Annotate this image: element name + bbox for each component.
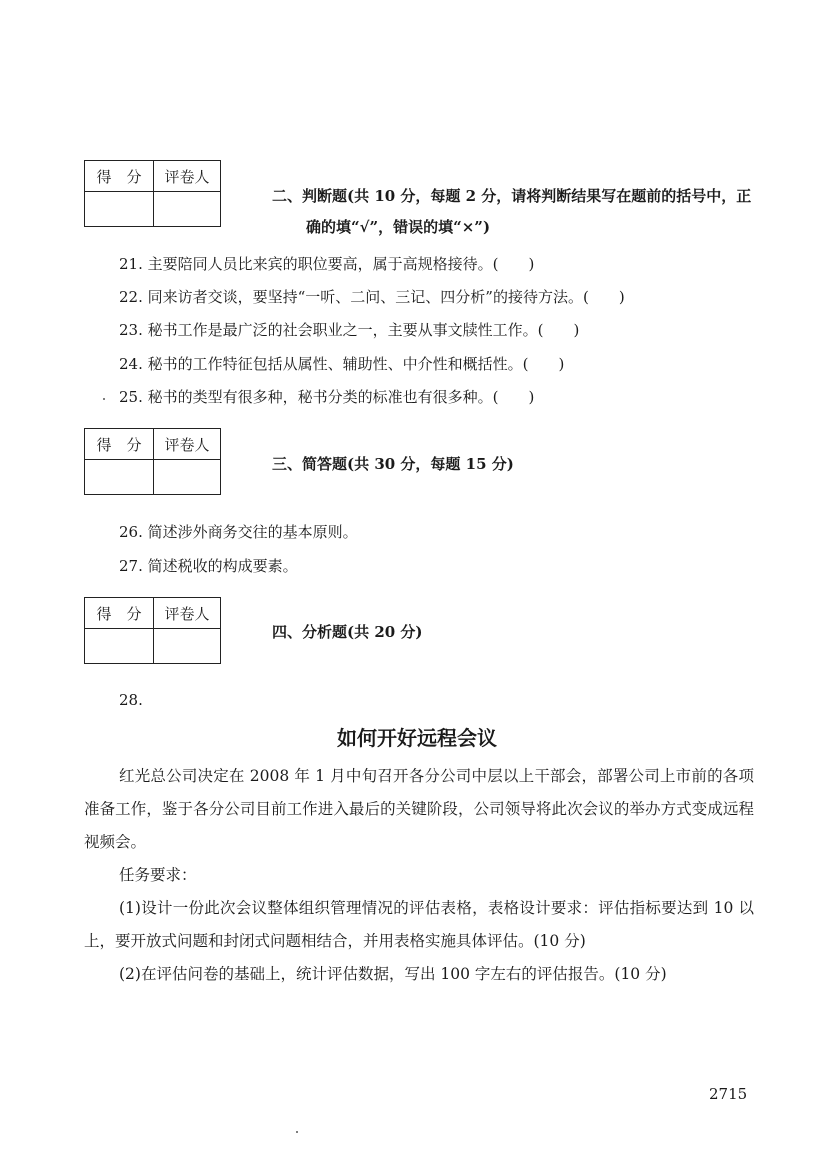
grader-cell[interactable] xyxy=(154,629,221,664)
scan-speck xyxy=(103,398,105,400)
score-label: 得 分 xyxy=(85,598,154,629)
task-2: (2)在评估问卷的基础上，统计评估数据，写出 100 字左右的评估报告。(10 分) xyxy=(119,965,667,983)
section2-title-line1: 二、判断题(共 10 分，每题 2 分，请将判断结果写在题前的括号中，正 xyxy=(272,187,752,205)
grader-cell[interactable] xyxy=(154,460,221,495)
score-cell[interactable] xyxy=(85,460,154,495)
grader-label: 评卷人 xyxy=(154,161,221,192)
case-text: 红光总公司决定在 2008 年 1 月中旬召开各分公司中层以上干部会，部署公司上市前的各项准备工作，鉴于各分公司目前工作进入最后的关键阶段，公司领导将此次会议的举办方式变成远程视频会。 xyxy=(84,767,754,851)
score-table-section4 xyxy=(84,597,221,664)
question-27: 27. 简述税收的构成要素。 xyxy=(119,557,298,575)
score-table-section3 xyxy=(84,428,221,495)
score-cell[interactable] xyxy=(85,192,154,227)
section3-title: 三、简答题(共 30 分，每题 15 分) xyxy=(272,455,514,473)
question-24: 24. 秘书的工作特征包括从属性、辅助性、中介性和概括性。( ) xyxy=(119,355,565,373)
task-1: (1)设计一份此次会议整体组织管理情况的评估表格，表格设计要求：评估指标要达到 10 以上，要开放式问题和封闭式问题相结合，并用表格实施具体评估。(10 分) xyxy=(84,899,754,950)
case-title: 如何开好远程会议 xyxy=(337,726,497,750)
question-26: 26. 简述涉外商务交往的基本原则。 xyxy=(119,523,358,541)
grader-label: 评卷人 xyxy=(154,429,221,460)
task-label: 任务要求： xyxy=(119,866,197,884)
grader-label: 评卷人 xyxy=(154,598,221,629)
question-22: 22. 同来访者交谈，要坚持“一听、二问、三记、四分析”的接待方法。( ) xyxy=(119,288,625,306)
score-table-section2 xyxy=(84,160,221,227)
section4-title: 四、分析题(共 20 分) xyxy=(272,623,423,641)
score-label: 得 分 xyxy=(85,161,154,192)
question-25: 25. 秘书的类型有很多种，秘书分类的标准也有很多种。( ) xyxy=(119,388,535,406)
scan-speck xyxy=(296,1131,298,1133)
score-label: 得 分 xyxy=(85,429,154,460)
page-number: 2715 xyxy=(709,1085,748,1103)
question-28: 28. xyxy=(119,691,143,709)
question-21: 21. 主要陪同人员比来宾的职位要高，属于高规格接待。( ) xyxy=(119,255,535,273)
grader-cell[interactable] xyxy=(154,192,221,227)
question-23: 23. 秘书工作是最广泛的社会职业之一，主要从事文牍性工作。( ) xyxy=(119,321,580,339)
score-cell[interactable] xyxy=(85,629,154,664)
section2-title-line2: 确的填“√”，错误的填“×”) xyxy=(306,218,491,236)
